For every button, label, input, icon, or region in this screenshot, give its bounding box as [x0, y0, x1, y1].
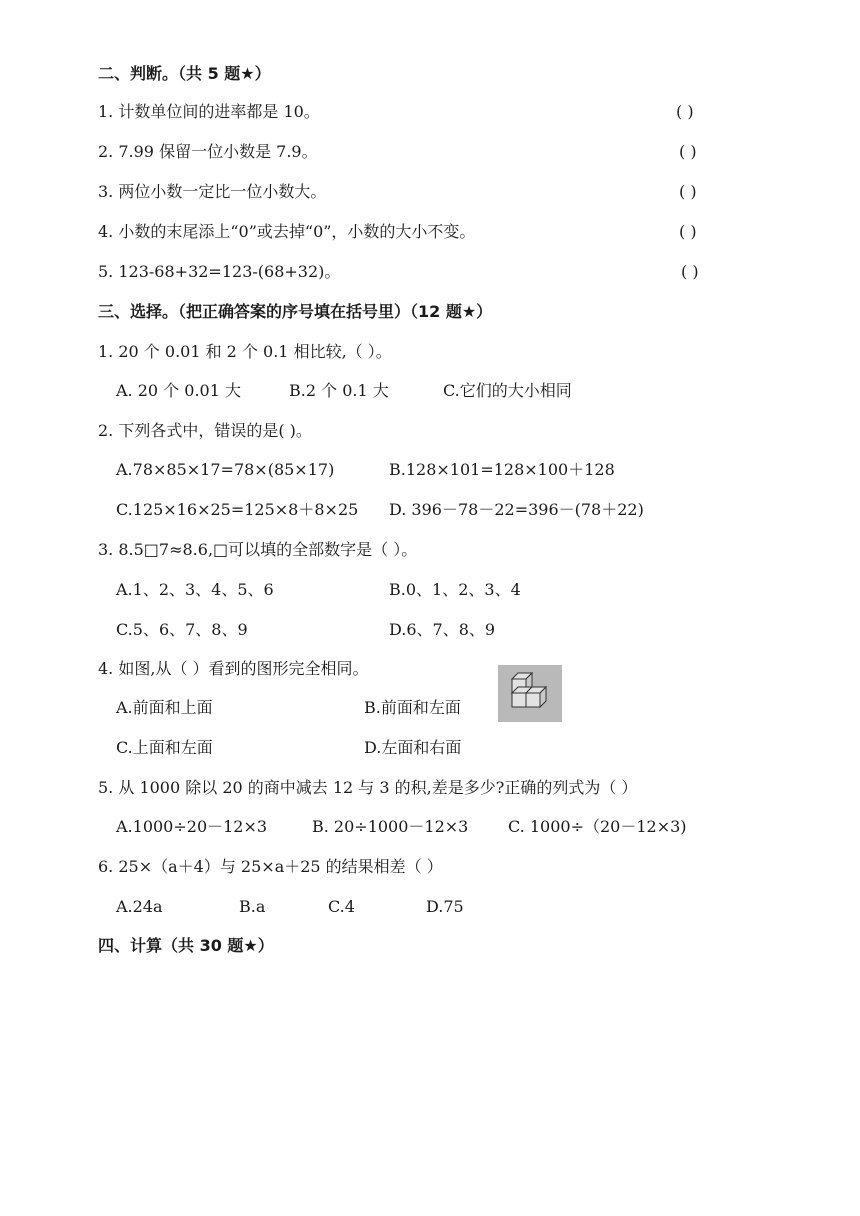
choice-q4-option-a[interactable]: A.前面和上面 [116, 698, 213, 717]
section-2-heading: 二、判断。（共 5 题★） [98, 64, 271, 83]
choice-q3-option-a[interactable]: A.1、2、3、4、5、6 [116, 580, 274, 599]
cubes-drawing [498, 665, 562, 722]
choice-q5-stem: 5. 从 1000 除以 20 的商中减去 12 与 3 的积,差是多少?正确的列式为（ ） [98, 778, 638, 797]
choice-q2-option-a[interactable]: A.78×85×17=78×(85×17) [116, 460, 335, 479]
judge-item-2: 2. 7.99 保留一位小数是 7.9。 [98, 142, 318, 161]
choice-q2-option-b[interactable]: B.128×101=128×100＋128 [389, 460, 615, 479]
judge-item-5: 5. 123-68+32=123-(68+32)。 [98, 262, 341, 281]
stacked-cubes-figure [498, 665, 562, 722]
choice-q2-stem: 2. 下列各式中，错误的是( )。 [98, 421, 312, 440]
judge-answer-bracket-2[interactable]: ( ) [679, 142, 697, 161]
judge-item-1: 1. 计数单位间的进率都是 10。 [98, 102, 320, 121]
choice-q1-option-c[interactable]: C.它们的大小相同 [443, 381, 572, 400]
choice-q1-stem: 1. 20 个 0.01 和 2 个 0.1 相比较,（ ）。 [98, 342, 392, 361]
choice-q5-option-c[interactable]: C. 1000÷（20－12×3) [508, 817, 687, 836]
choice-q3-option-c[interactable]: C.5、6、7、8、9 [116, 620, 248, 639]
judge-answer-bracket-5[interactable]: ( ) [681, 262, 699, 281]
choice-q4-option-c[interactable]: C.上面和左面 [116, 738, 213, 757]
choice-q4-stem: 4. 如图,从（ ）看到的图形完全相同。 [98, 659, 369, 678]
choice-q1-option-a[interactable]: A. 20 个 0.01 大 [116, 381, 241, 400]
choice-q5-option-b[interactable]: B. 20÷1000－12×3 [312, 817, 469, 836]
choice-q6-stem: 6. 25×（a＋4）与 25×a＋25 的结果相差（ ） [98, 857, 443, 876]
choice-q6-option-d[interactable]: D.75 [426, 897, 464, 916]
section-3-heading: 三、选择。（把正确答案的序号填在括号里）（12 题★） [98, 302, 493, 321]
choice-q2-option-d[interactable]: D. 396－78－22=396－(78＋22) [389, 500, 644, 519]
judge-answer-bracket-3[interactable]: ( ) [679, 182, 697, 201]
judge-item-4: 4. 小数的末尾添上“0”或去掉“0”，小数的大小不变。 [98, 222, 476, 241]
choice-q6-option-c[interactable]: C.4 [328, 897, 355, 916]
judge-item-3: 3. 两位小数一定比一位小数大。 [98, 182, 327, 201]
choice-q5-option-a[interactable]: A.1000÷20－12×3 [116, 817, 268, 836]
choice-q1-option-b[interactable]: B.2 个 0.1 大 [289, 381, 389, 400]
choice-q6-option-b[interactable]: B.a [239, 897, 266, 916]
judge-answer-bracket-1[interactable]: ( ) [676, 102, 694, 121]
choice-q6-option-a[interactable]: A.24a [116, 897, 163, 916]
choice-q3-option-d[interactable]: D.6、7、8、9 [389, 620, 496, 639]
choice-q2-option-c[interactable]: C.125×16×25=125×8＋8×25 [116, 500, 359, 519]
judge-answer-bracket-4[interactable]: ( ) [679, 222, 697, 241]
choice-q3-stem: 3. 8.5□7≈8.6,□可以填的全部数字是（ ）。 [98, 540, 418, 559]
choice-q4-option-b[interactable]: B.前面和左面 [364, 698, 461, 717]
choice-q3-option-b[interactable]: B.0、1、2、3、4 [389, 580, 521, 599]
choice-q4-option-d[interactable]: D.左面和右面 [364, 738, 462, 757]
section-4-heading: 四、计算（共 30 题★） [98, 936, 274, 955]
